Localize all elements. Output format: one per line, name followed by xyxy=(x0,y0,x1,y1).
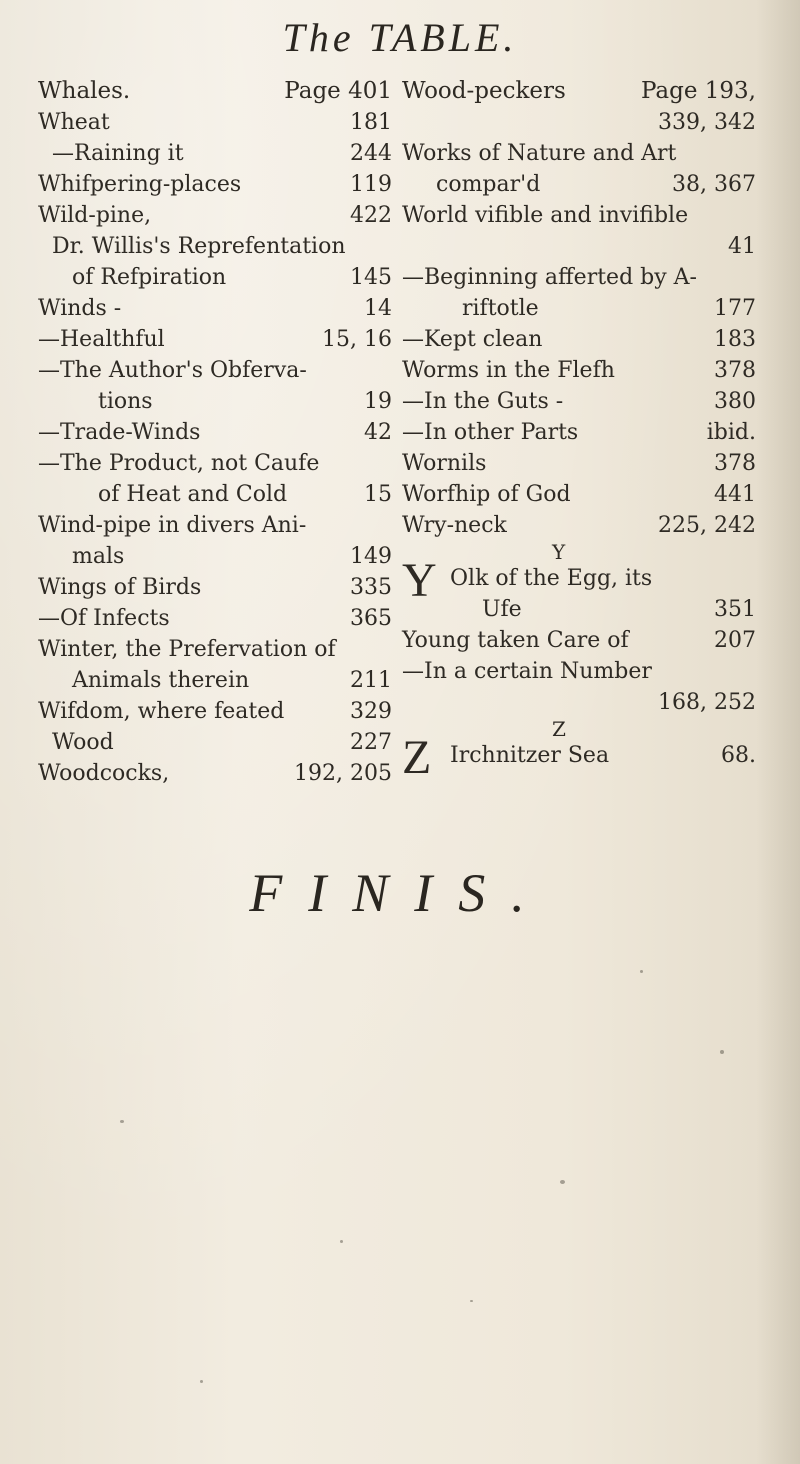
index-term: Wings of Birds xyxy=(38,575,202,600)
index-term: —Raining it xyxy=(52,141,184,166)
index-page: 41 xyxy=(728,234,756,259)
index-entry xyxy=(38,293,398,324)
index-page: 145 xyxy=(350,265,392,290)
paper-speck xyxy=(720,1050,724,1054)
index-term: Whales. xyxy=(38,78,131,104)
index-entry xyxy=(402,656,762,687)
index-term: —In the Guts - xyxy=(402,389,564,414)
index-page: 422 xyxy=(350,203,392,228)
index-entry xyxy=(402,479,762,510)
index-entry xyxy=(38,510,398,541)
paper-speck xyxy=(560,1180,565,1184)
index-entry xyxy=(38,262,398,293)
index-page: ibid. xyxy=(706,420,756,445)
index-entry xyxy=(38,541,398,572)
index-term: Animals therein xyxy=(72,668,250,693)
index-term: Dr. Willis's Reprefentation xyxy=(52,234,346,259)
index-page: 192, 205 xyxy=(294,761,392,786)
index-term: of Refpiration xyxy=(72,265,227,290)
index-page: 329 xyxy=(350,699,392,724)
index-term: Wood xyxy=(52,730,114,755)
index-term: Wood-peckers xyxy=(402,78,566,104)
index-term: Wild-pine, xyxy=(38,203,152,228)
index-entry xyxy=(402,417,762,448)
index-page: 441 xyxy=(714,482,756,507)
index-entry xyxy=(38,417,398,448)
index-entry xyxy=(38,634,398,665)
index-term: Winds - xyxy=(38,296,122,321)
index-term: —The Author's Obferva- xyxy=(38,358,307,383)
index-term: Wornils xyxy=(402,451,487,476)
letter-heading-text: Y xyxy=(552,540,566,564)
index-entry xyxy=(402,448,762,479)
index-entry xyxy=(402,324,762,355)
index-entry xyxy=(402,687,762,718)
index-page: 380 xyxy=(714,389,756,414)
index-entry xyxy=(38,758,398,789)
index-page: 38, 367 xyxy=(672,172,756,197)
index-page: Page 193, xyxy=(640,78,756,104)
index-term: Olk of the Egg, its xyxy=(450,566,653,591)
index-term: Woodcocks, xyxy=(38,761,170,786)
index-entry xyxy=(402,293,762,324)
index-column-left xyxy=(38,76,398,789)
index-page: 339, 342 xyxy=(658,110,756,135)
index-entry xyxy=(38,231,398,262)
index-entry xyxy=(402,262,762,293)
index-page: 15 xyxy=(364,482,392,507)
index-entry xyxy=(38,355,398,386)
letter-heading-text: Z xyxy=(552,717,566,741)
index-term: Wind-pipe in divers Ani- xyxy=(38,513,307,538)
index-entry-drop-y xyxy=(402,554,762,625)
index-entry xyxy=(38,76,398,107)
index-page: 227 xyxy=(350,730,392,755)
index-term: mals xyxy=(72,544,125,569)
index-page: 351 xyxy=(714,597,756,622)
index-entry xyxy=(402,76,762,107)
index-term: Irchnitzer Sea xyxy=(450,743,610,768)
paper-speck xyxy=(640,970,643,973)
index-term: —Trade-Winds xyxy=(38,420,201,445)
paper-speck xyxy=(470,1300,473,1302)
index-entry xyxy=(38,603,398,634)
index-entry xyxy=(38,200,398,231)
paper-speck xyxy=(340,1240,343,1243)
index-page: 335 xyxy=(350,575,392,600)
index-page: 68. xyxy=(721,743,756,768)
paper-speck xyxy=(120,1120,124,1123)
letter-heading-y xyxy=(402,541,762,563)
index-term: Worfhip of God xyxy=(402,482,571,507)
index-entry xyxy=(402,107,762,138)
index-entry xyxy=(402,510,762,541)
index-term: —Of Infects xyxy=(38,606,170,631)
index-term: Works of Nature and Art xyxy=(402,141,677,166)
drop-cap-z: Z xyxy=(402,731,432,784)
index-page: 378 xyxy=(714,358,756,383)
index-term: —In a certain Number xyxy=(402,659,652,684)
index-term: —The Product, not Caufe xyxy=(38,451,320,476)
index-page: 14 xyxy=(364,296,392,321)
index-term: World vifible and invifible xyxy=(402,203,689,228)
index-page: 365 xyxy=(350,606,392,631)
index-entry xyxy=(38,448,398,479)
index-entry xyxy=(38,479,398,510)
index-column-right xyxy=(402,76,762,784)
index-entry xyxy=(38,696,398,727)
index-entry xyxy=(38,572,398,603)
index-entry xyxy=(402,200,762,231)
index-entry xyxy=(402,355,762,386)
index-page: 168, 252 xyxy=(658,690,756,715)
index-term: Whifpering-places xyxy=(38,172,242,197)
index-page: 149 xyxy=(350,544,392,569)
index-page: 42 xyxy=(364,420,392,445)
index-entry xyxy=(402,169,762,200)
index-entry xyxy=(402,386,762,417)
index-term: —In other Parts xyxy=(402,420,579,445)
index-page: 207 xyxy=(714,628,756,653)
index-term: of Heat and Cold xyxy=(98,482,288,507)
index-term: —Beginning afferted by A- xyxy=(402,265,697,290)
index-term: tions xyxy=(98,389,153,414)
index-entry xyxy=(38,138,398,169)
index-page: 183 xyxy=(714,327,756,352)
index-page: 378 xyxy=(714,451,756,476)
index-entry xyxy=(38,324,398,355)
index-page: 211 xyxy=(350,668,392,693)
index-term: Wry-neck xyxy=(402,513,507,538)
index-term: riftotle xyxy=(462,296,539,321)
index-term: compar'd xyxy=(436,172,541,197)
index-page: 15, 16 xyxy=(322,327,392,352)
index-entry xyxy=(402,625,762,656)
index-page: 177 xyxy=(714,296,756,321)
index-page: 225, 242 xyxy=(658,513,756,538)
running-head: The TABLE. xyxy=(282,15,518,60)
index-entry xyxy=(402,138,762,169)
index-page: 119 xyxy=(350,172,392,197)
index-term: —Kept clean xyxy=(402,327,543,352)
finis-colophon: FINIS. xyxy=(249,863,551,923)
index-entry xyxy=(402,231,762,262)
index-page: 244 xyxy=(350,141,392,166)
index-entry xyxy=(38,727,398,758)
index-entry xyxy=(38,107,398,138)
paper-speck xyxy=(200,1380,203,1383)
index-entry xyxy=(38,169,398,200)
drop-cap-y: Y xyxy=(402,554,437,607)
index-term: Wifdom, where feated xyxy=(38,699,285,724)
index-term: Worms in the Flefh xyxy=(402,358,615,383)
letter-heading-z xyxy=(402,718,762,740)
page-edge-shadow xyxy=(756,0,800,1464)
index-term-continued: Ufe xyxy=(482,597,522,622)
index-entry-drop-z xyxy=(402,731,762,784)
index-term: Wheat xyxy=(38,110,110,135)
index-entry xyxy=(38,665,398,696)
index-page: 19 xyxy=(364,389,392,414)
index-term: Winter, the Prefervation of xyxy=(38,637,336,662)
index-page: 181 xyxy=(350,110,392,135)
index-term: Young taken Care of xyxy=(402,628,629,653)
index-page: Page 401 xyxy=(284,78,392,104)
index-term: —Healthful xyxy=(38,327,165,352)
index-entry xyxy=(38,386,398,417)
